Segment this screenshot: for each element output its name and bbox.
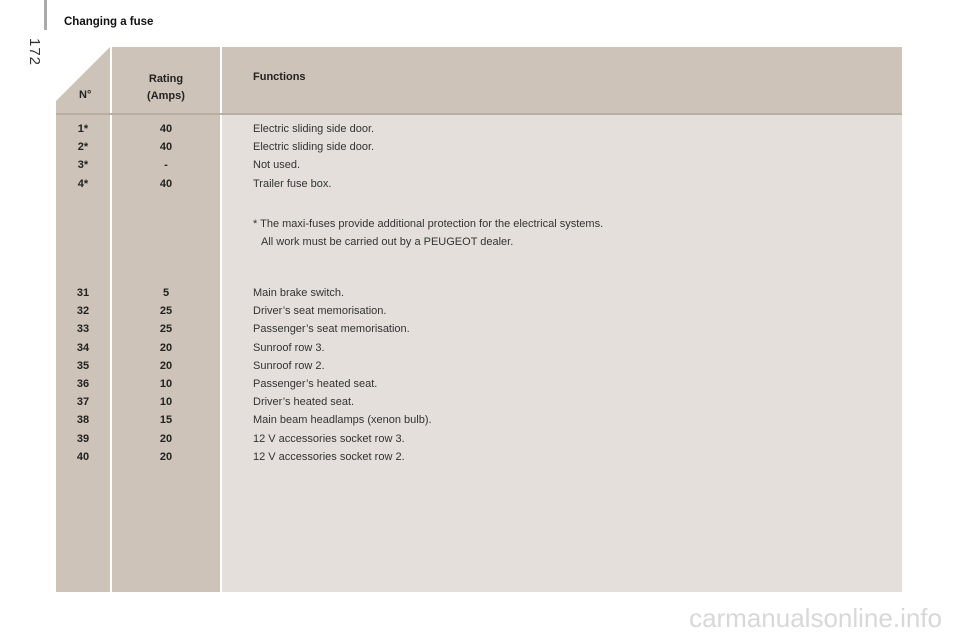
fuse-function: Not used. [253, 159, 301, 172]
table-row [56, 451, 902, 469]
fuse-function: Sunroof row 2. [253, 359, 325, 372]
maxi-fuse-note [253, 215, 603, 251]
fuse-rating: 10 [159, 378, 173, 390]
fuse-function: 12 V accessories socket row 3. [253, 432, 405, 445]
fuse-function: Passenger’s heated seat. [253, 378, 378, 390]
fuse-number: 1* [77, 123, 89, 135]
fuse-rating: 25 [159, 305, 173, 318]
table-row [56, 141, 902, 159]
table-row [56, 178, 902, 196]
header-number: N° [79, 89, 92, 101]
fuse-number: 4* [77, 177, 89, 190]
fuse-rating: 20 [159, 359, 173, 372]
page-number: 172 [26, 38, 43, 67]
fuse-rating: 10 [159, 396, 173, 409]
fuse-function: Electric sliding side door. [253, 141, 375, 154]
fuse-function: Trailer fuse box. [253, 177, 332, 190]
fuse-rating: 20 [159, 341, 173, 354]
fuse-number: 34 [76, 341, 90, 354]
fuse-rating: 25 [159, 323, 173, 336]
table-row [56, 323, 902, 341]
note-line-2: All work must be carried out by a PEUGEOT dealer. [261, 236, 514, 248]
fuse-function: Sunroof row 3. [253, 341, 325, 354]
fuse-number: 31 [76, 287, 90, 299]
fuse-rating: 40 [159, 141, 173, 154]
table-row [56, 433, 902, 451]
fuse-rating: 40 [159, 177, 173, 190]
fuse-number: 36 [76, 378, 90, 390]
fuse-function: Electric sliding side door. [253, 123, 375, 135]
table-row [56, 342, 902, 360]
fuse-number: 35 [76, 359, 90, 372]
header-divider [56, 113, 902, 115]
header-functions: Functions [253, 71, 306, 83]
note-line-1: * The maxi-fuses provide additional protection for the electrical systems. [253, 218, 604, 230]
fuse-function: 12 V accessories socket row 2. [253, 450, 405, 463]
table-row [56, 396, 902, 414]
table-row [56, 360, 902, 378]
watermark: carmanualsonline.info [689, 603, 942, 633]
fuse-number: 38 [76, 414, 90, 427]
header-rating-line2: (Amps) [147, 90, 185, 102]
fuse-rating: 20 [159, 432, 173, 445]
table-row [56, 414, 902, 432]
fuse-rating: 20 [159, 450, 173, 463]
fuse-function: Driver’s seat memorisation. [253, 305, 387, 318]
header-rating-line1: Rating [148, 73, 184, 85]
table-row [56, 287, 902, 305]
fuse-rating: 40 [159, 123, 173, 135]
section-title: Changing a fuse [64, 16, 154, 28]
page-edge-marker [44, 0, 47, 30]
fuse-rating: - [164, 159, 168, 172]
fuse-rating: 15 [159, 414, 173, 427]
functions-header-band [222, 47, 902, 113]
table-row [56, 159, 902, 177]
fuse-number: 32 [76, 305, 90, 318]
fuse-table [56, 47, 902, 592]
fuse-rating: 5 [162, 287, 170, 299]
fuse-function: Passenger’s seat memorisation. [253, 323, 410, 336]
fuse-number: 39 [76, 432, 90, 445]
fuse-function: Driver’s heated seat. [253, 396, 355, 409]
table-row [56, 378, 902, 396]
fuse-number: 37 [76, 396, 90, 409]
fuse-function: Main brake switch. [253, 287, 345, 299]
fuse-number: 40 [76, 450, 90, 463]
table-row [56, 305, 902, 323]
header-rating [112, 71, 220, 105]
fuse-number: 33 [76, 323, 90, 336]
fuse-function: Main beam headlamps (xenon bulb). [253, 414, 432, 427]
fuse-number: 3* [77, 159, 89, 172]
table-row [56, 123, 902, 141]
fuse-number: 2* [77, 141, 89, 154]
